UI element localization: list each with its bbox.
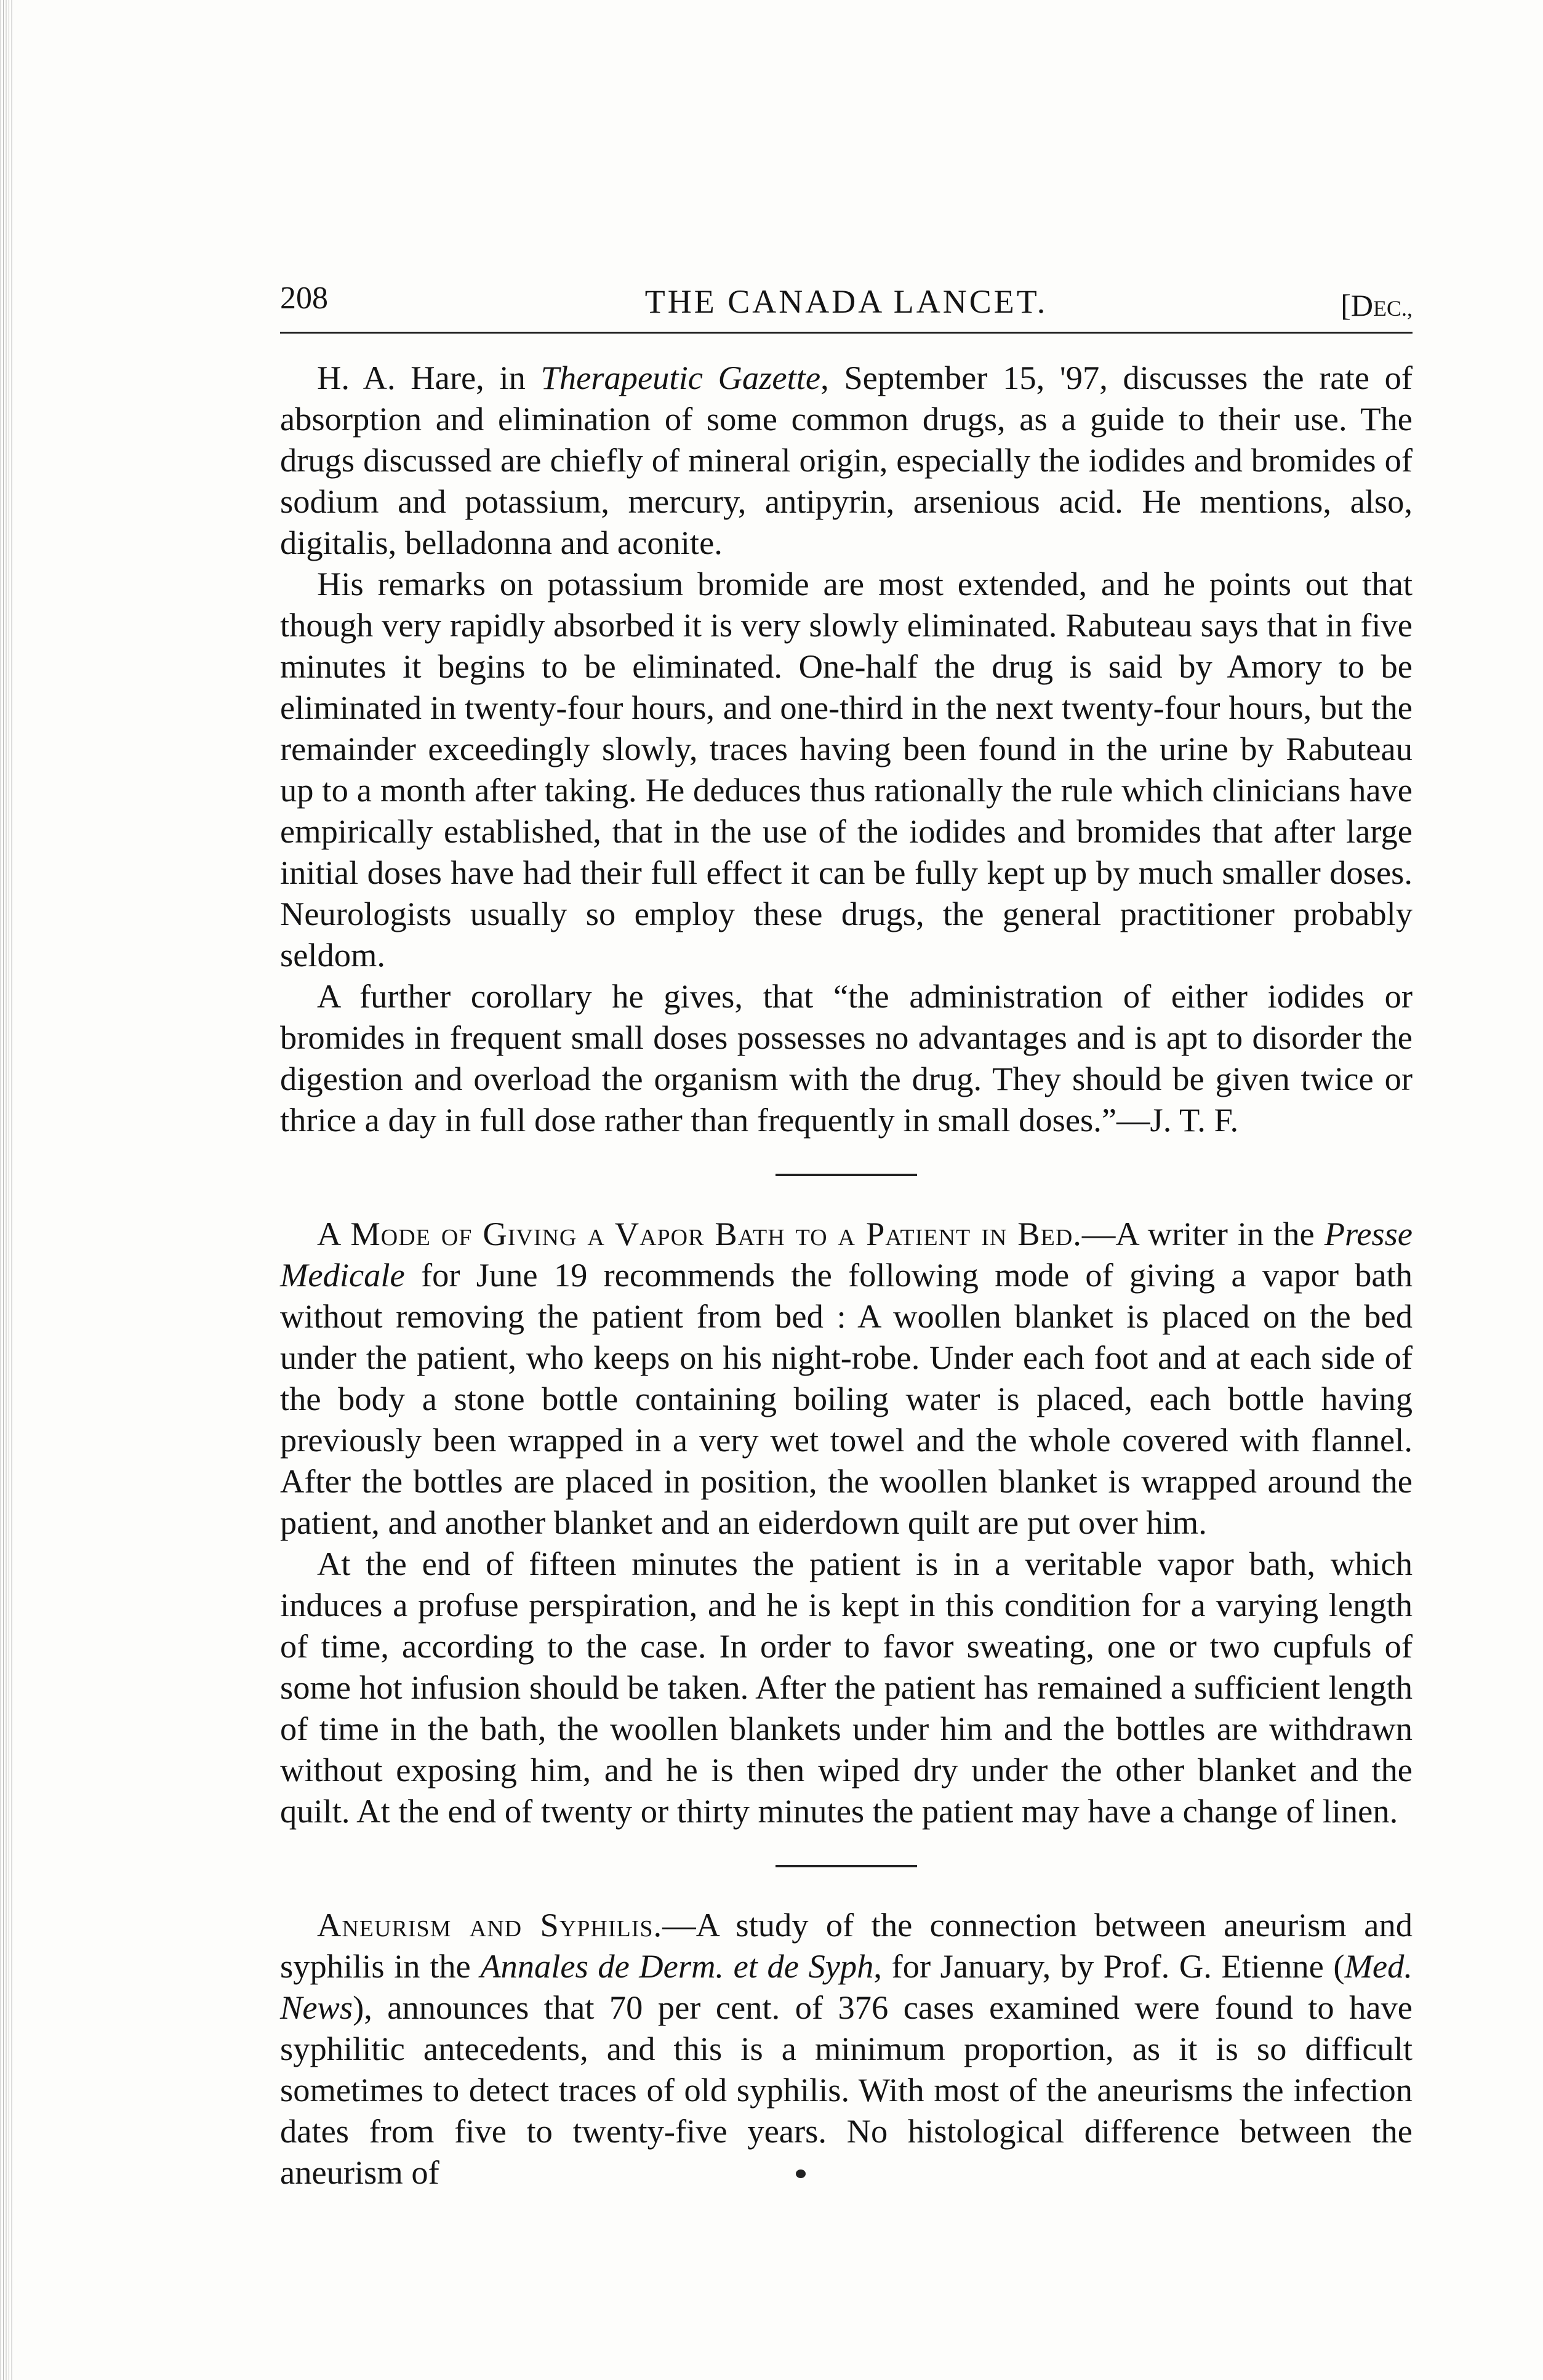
paragraph xyxy=(280,357,1413,563)
paragraph: At the end of fifteen minutes the patient is in a veritable vapor bath, which induces a profuse perspiration, and he is kept in this condition for a varying length of time, according to the case. In order to favor sweating, one or two cupfuls of some hot infusion should be taken. After the patient has remained a sufficient length of time in the bath, the woollen blankets under him and the bottles are withdrawn without exposing him, and he is then wiped dry under the other blanket and the quilt. At the end of twenty or thirty minutes the patient may have a change of linen. xyxy=(280,1545,1413,1830)
text: —A writer in the xyxy=(1081,1215,1325,1252)
journal-name: Presse Medicale xyxy=(280,1215,1413,1294)
issue-date-bracket: [D xyxy=(1341,288,1373,323)
article-heading: Aneurism and Syphilis. xyxy=(317,1906,663,1944)
page xyxy=(280,280,1413,2193)
text: for June 19 recommends the following mode of giving a vapor bath without removing the patient from bed : A woollen blanket is placed on the bed under the patient, who keeps on his night-robe. Under each foot and at each side of the body a stone bottle containing boiling water is placed, each bottle having previously been wrapped in a very wet towel and the whole covered with flannel. After the bottles are placed in position, the woollen blanket is wrapped around the patient, and another blanket and an eiderdown quilt are put over him. xyxy=(280,1256,1413,1541)
page-number: 208 xyxy=(280,281,328,316)
paragraph: A further corollary he gives, that “the administration of either iodides or bromides in frequent small doses possesses no advantages and is apt to disorder the digestion and overload the organism with the drug. They should be given twice or thrice a day in full dose rather than frequently in small doses.”—J. T. F. xyxy=(280,977,1413,1139)
text: H. A. Hare, in xyxy=(317,359,541,396)
article-hare-therapeutic-gazette xyxy=(280,357,1413,1140)
paragraph xyxy=(280,1904,1413,2193)
journal-title: THE CANADA LANCET. xyxy=(644,283,1048,320)
text: , September 15, '97, discusses the rate of absorption and elimination of some common drugs, as a guide to their use. The drugs discussed are chiefly of mineral origin, especially the iodides and bromides of sodium and potassium, mercury, antipyrin, arsenious acid. He mentions, also, digitalis, belladonna and aconite. xyxy=(280,359,1413,561)
article-heading: A Mode of Giving a Vapor Bath to a Patient in Bed. xyxy=(317,1215,1082,1252)
paragraph: His remarks on potassium bromide are most extended, and he points out that though very rapidly absorbed it is very slowly eliminated. Rabuteau says that in five minutes it begins to be eliminated. One-half the drug is said by Amory to be eliminated in twenty-four hours, and one-third in the next twenty-four hours, but the remainder exceedingly slowly, traces having been found in the urine by Rabuteau up to a month after taking. He deduces thus rationally the rule which clinicians have empirically established, that in the use of the iodides and bromides that after large initial doses have had their full effect it can be fully kept up by much smaller doses. Neurologists usually so employ these drugs, the general practitioner probably seldom. xyxy=(280,565,1413,974)
article-vapor-bath xyxy=(280,1213,1413,1832)
journal-name: Therapeutic Gazette xyxy=(540,359,821,396)
article-aneurism-syphilis xyxy=(280,1904,1413,2193)
text: ), announces that 70 per cent. of 376 cases examined were found to have syphilitic antecedents, and this is a minimum proportion, as it is so difficult sometimes to detect traces of old syphilis. With most of the aneurisms the infection dates from five to twenty-five years. No histological difference between the aneurism of xyxy=(280,1989,1413,2191)
section-divider xyxy=(776,1174,917,1176)
issue-date-month: EC., xyxy=(1373,296,1413,321)
ink-blot xyxy=(796,2170,806,2178)
journal-name: Med. News xyxy=(280,1947,1413,2026)
issue-date xyxy=(1341,287,1413,323)
running-header xyxy=(280,280,1413,334)
paragraph xyxy=(280,1213,1413,1543)
text: , for January, by Prof. G. Etienne ( xyxy=(873,1947,1345,1985)
binding-edge xyxy=(0,0,14,2380)
text: —A study of the connection between aneurism and syphilis in the xyxy=(280,1906,1413,1985)
journal-name: Annales de Derm. et de Syph xyxy=(480,1947,874,1985)
section-divider xyxy=(776,1865,917,1867)
